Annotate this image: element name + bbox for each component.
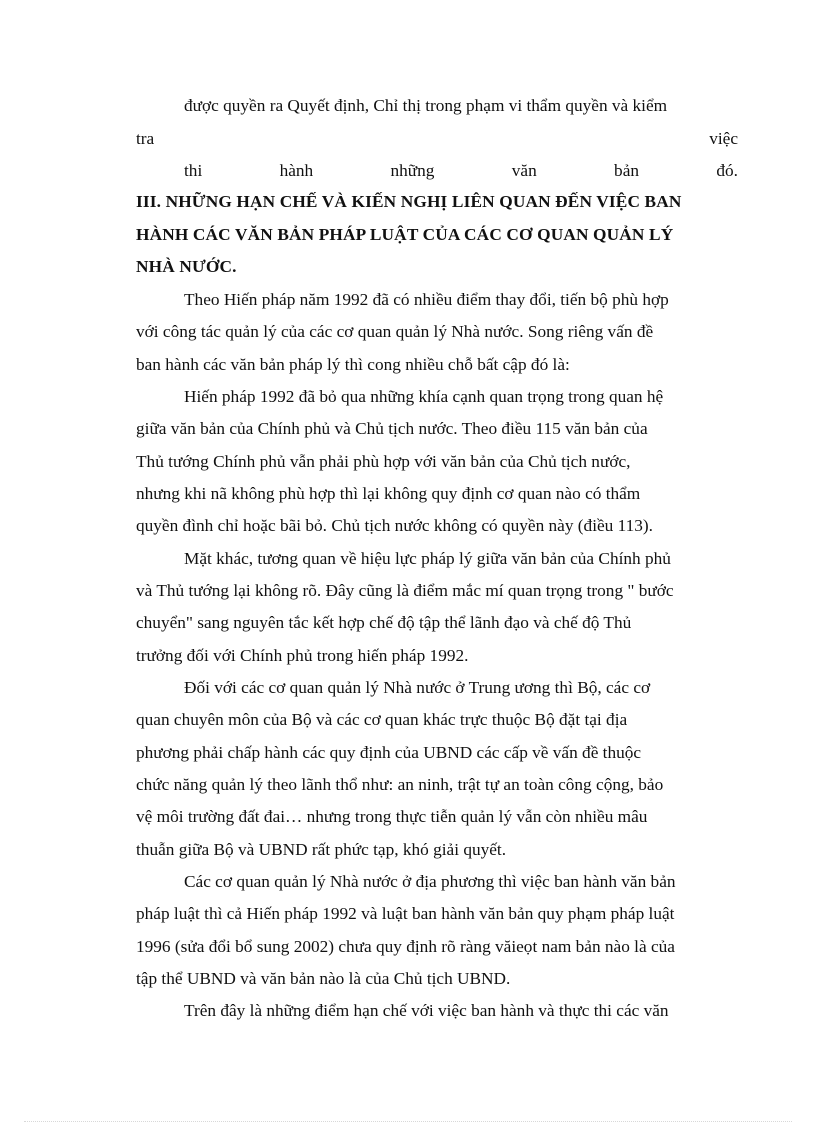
body-line: quyền đình chỉ hoặc bãi bỏ. Chủ tịch nước không có quyền này (điều 113). <box>136 516 653 535</box>
body-line: với công tác quản lý của các cơ quan quản lý Nhà nước. Song riêng vấn đề <box>136 322 654 341</box>
body-line: chức năng quản lý theo lãnh thổ như: an ninh, trật tự an toàn công cộng, bảo <box>136 775 664 794</box>
body-line: vệ môi trường đất đai… nhưng trong thực tiễn quản lý vẫn còn nhiều mâu <box>136 807 648 826</box>
body-line: ban hành các văn bản pháp lý thì cong nhiều chỗ bất cập đó là: <box>136 355 570 374</box>
body-line: phương phải chấp hành các quy định của UBND các cấp về vấn đề thuộc <box>136 743 642 762</box>
body-line: pháp luật thì cả Hiến pháp 1992 và luật ban hành văn bản quy phạm pháp luật <box>136 904 675 923</box>
body-line: Trên đây là những điểm hạn chế với việc ban hành và thực thi các văn <box>184 1001 669 1020</box>
body-line: chuyển" sang nguyên tắc kết hợp chế độ tập thể lãnh đạo và chế độ Thủ <box>136 613 632 632</box>
footer-dotted-rule <box>24 1121 792 1122</box>
body-line: Mặt khác, tương quan về hiệu lực pháp lý giữa văn bản của Chính phủ <box>184 549 671 568</box>
word: hành <box>279 161 314 180</box>
body-line: và Thủ tướng lại không rõ. Đây cũng là điểm mắc mí quan trọng trong " bước <box>136 581 674 600</box>
section-heading: NHÀ NƯỚC. <box>136 257 237 276</box>
body-line: Các cơ quan quản lý Nhà nước ở địa phương thì việc ban hành văn bản <box>184 872 676 891</box>
body-line: tập thể UBND và văn bản nào là của Chủ tịch UBND. <box>136 969 511 988</box>
word: bản <box>614 161 639 180</box>
paragraph-line-justified <box>136 129 738 149</box>
body-line: Đối với các cơ quan quản lý Nhà nước ở Trung ương thì Bộ, các cơ <box>184 678 651 697</box>
body-line: Hiến pháp 1992 đã bỏ qua những khía cạnh quan trọng trong quan hệ <box>184 387 664 406</box>
word: tra <box>136 129 155 148</box>
body-line: 1996 (sửa đổi bổ sung 2002) chưa quy định rõ ràng văieọt nam bản nào là của <box>136 937 675 956</box>
body-line: thuẫn giữa Bộ và UBND rất phức tạp, khó giải quyết. <box>136 840 507 859</box>
body-line: quan chuyên môn của Bộ và các cơ quan khác trực thuộc Bộ đặt tại địa <box>136 710 628 729</box>
section-heading: HÀNH CÁC VĂN BẢN PHÁP LUẬT CỦA CÁC CƠ QUAN QUẢN LÝ <box>136 225 674 244</box>
body-line: giữa văn bản của Chính phủ và Chủ tịch nước. Theo điều 115 văn bản của <box>136 419 648 438</box>
word: việc <box>709 129 738 148</box>
word: đó. <box>716 161 738 180</box>
word: văn <box>511 161 537 180</box>
body-line: nhưng khi nã không phù hợp thì lại không quy định cơ quan nào có thẩm <box>136 484 641 503</box>
word: những <box>390 161 435 180</box>
paragraph-line-justified <box>184 161 738 181</box>
paragraph-line: được quyền ra Quyết định, Chỉ thị trong phạm vi thẩm quyền và kiểm <box>184 96 668 115</box>
body-line: Thủ tướng Chính phủ vẫn phải phù hợp với văn bản của Chủ tịch nước, <box>136 452 631 471</box>
section-heading: III. NHỮNG HẠN CHẾ VÀ KIẾN NGHỊ LIÊN QUAN ĐẾN VIỆC BAN <box>136 192 682 211</box>
body-line: trưởng đối với Chính phủ trong hiến pháp 1992. <box>136 646 469 665</box>
body-line: Theo Hiến pháp năm 1992 đã có nhiều điểm thay đổi, tiến bộ phù hợp <box>184 290 669 309</box>
word: thi <box>184 161 203 180</box>
